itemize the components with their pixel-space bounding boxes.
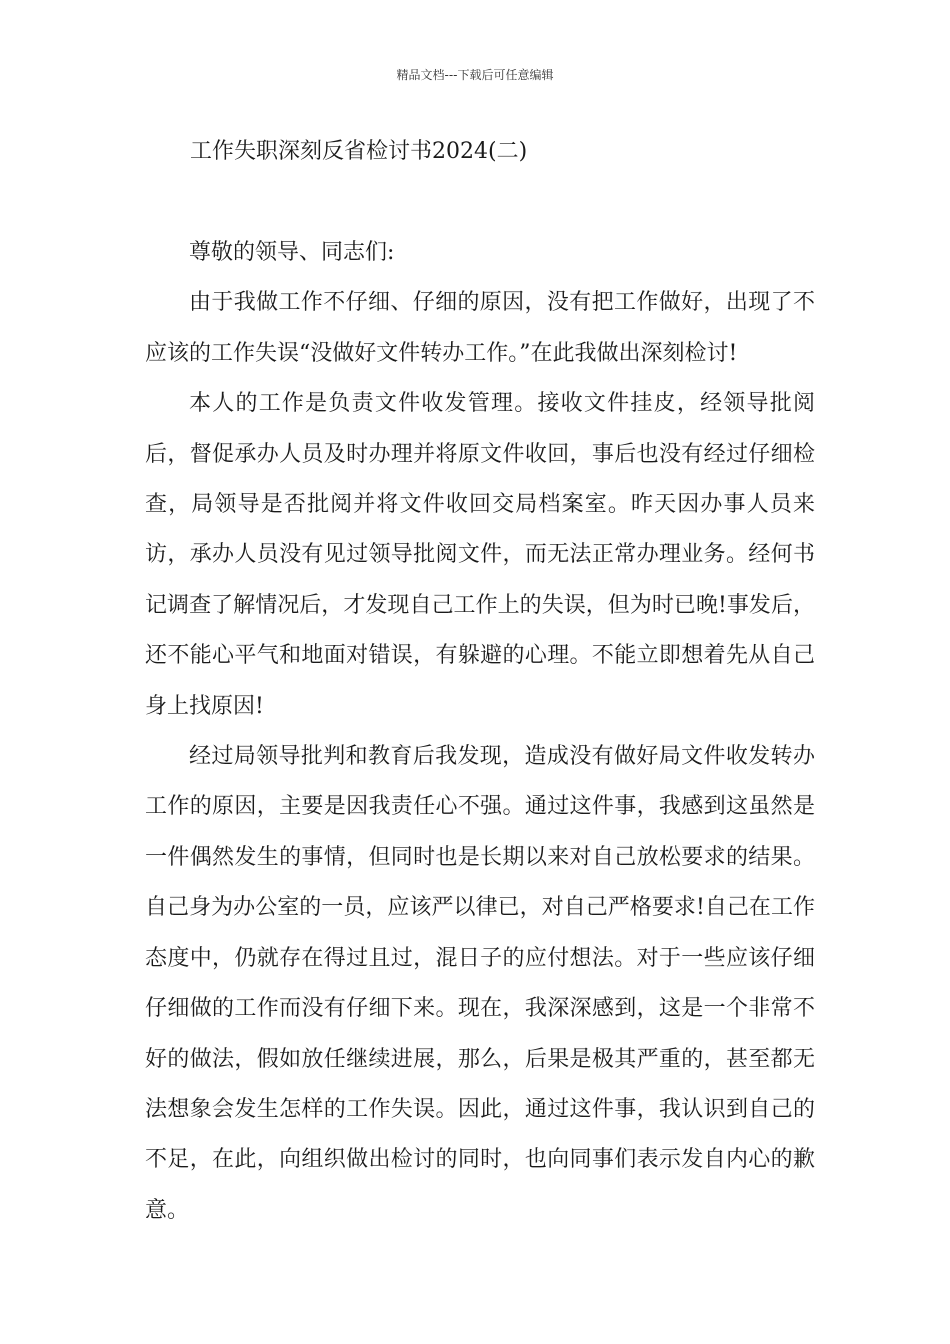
document-title: 工作失职深刻反省检讨书2024(二) xyxy=(190,139,528,164)
greeting: 尊敬的领导、同志们: xyxy=(189,240,395,265)
paragraph-1: 由于我做工作不仔细、仔细的原因，没有把工作做好，出现了不应该的工作失误“没做好文件转办工作。”在此我做出深刻检讨! xyxy=(145,290,815,366)
document-body xyxy=(145,228,815,1236)
header-note: 精品文档---下载后可任意编辑 xyxy=(396,68,554,82)
paragraph-2: 本人的工作是负责文件收发管理。接收文件挂皮，经领导批阅后，督促承办人员及时办理并将原文件收回，事后也没有经过仔细检查，局领导是否批阅并将文件收回交局档案室。昨天因办事人员来访，承办人员没有见过领导批阅文件，而无法正常办理业务。经何书记调查了解情况后，才发现自己工作上的失误，但为时已晚!事发后，还不能心平气和地面对错误，有躲避的心理。不能立即想着先从自己身上找原因! xyxy=(145,391,815,719)
paragraph-3: 经过局领导批判和教育后我发现，造成没有做好局文件收发转办工作的原因，主要是因我责任心不强。通过这件事，我感到这虽然是一件偶然发生的事情，但同时也是长期以来对自己放松要求的结果。自己身为办公室的一员，应该严以律已，对自己严格要求!自己在工作态度中，仍就存在得过且过，混日子的应付想法。对于一些应该仔细仔细做的工作而没有仔细下来。现在，我深深感到，这是一个非常不好的做法，假如放任继续进展，那么，后果是极其严重的，甚至都无法想象会发生怎样的工作失误。因此，通过这件事，我认识到自己的不足，在此，向组织做出检讨的同时，也向同事们表示发自内心的歉意。 xyxy=(145,744,815,1223)
